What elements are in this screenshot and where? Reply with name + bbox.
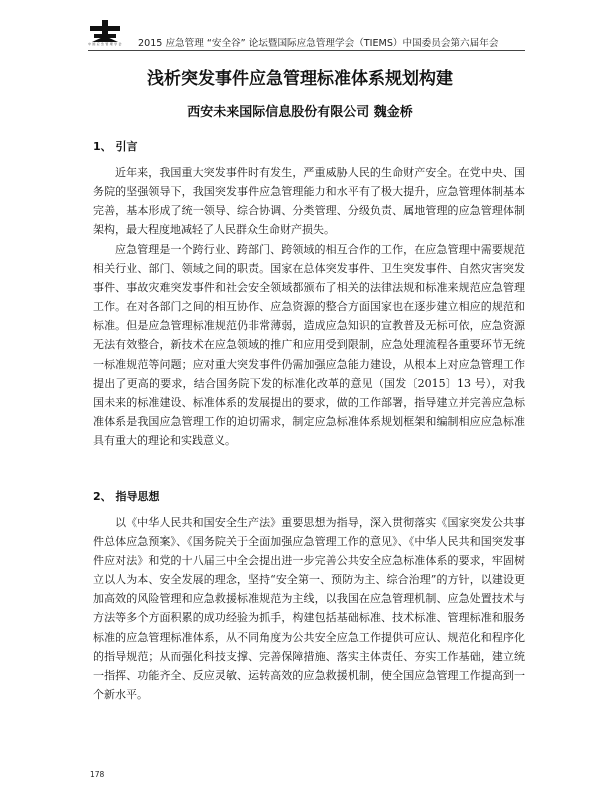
page-number: 178	[90, 770, 105, 779]
running-title: 2015 应急管理 “安全谷” 论坛暨国际应急管理学会（TIEMS）中国委员会第六届年会	[138, 38, 499, 49]
section-heading-guiding-ideology: 2、 指导思想	[93, 490, 160, 503]
paragraph: 以《中华人民共和国安全生产法》重要思想为指导，深入贯彻落实《国家突发公共事件总体应急预案》、《国务院关于全面加强应急管理工作的意见》、《中华人民共和国突发事件应对法》和党的十八届三中全会提出进一步完善公共安全应急标准体系的要求，牢固树立以人为本、安全发展的理念，坚持“安全第一、预防为主、综合治理”的方针，以建设更加高效的风险管理和应急救援标准规范为主线，以我国在应急管理机制、应急处置技术与方法等多个方面积累的成功经验为抓手，构建包括基础标准、技术标准、管理标准和服务标准的应急管理标准体系，从不同角度为公共安全应急工作提供可应认、规范化和程序化的指导规范；从而强化科技支撑、完善保障措施、落实主体责任、夯实工作基础，建立统一指挥、功能齐全、反应灵敏、运转高效的应急救援机制，使全国应急管理工作提高到一个新水平。	[93, 516, 525, 701]
running-header	[88, 20, 528, 49]
paper-title: 浅析突发事件应急管理标准体系规划构建	[147, 69, 453, 89]
society-logo-icon	[88, 20, 122, 44]
author-line: 西安未来国际信息股份有限公司 魏金桥	[187, 105, 413, 120]
logo-caption: 中 国 应 急 管 理 学 会	[88, 42, 122, 46]
paragraph: 应急管理是一个跨行业、跨部门、跨领域的相互合作的工作，在应急管理中需要规范相关行业、部门、领域之间的职责。国家在总体突发事件、卫生突发事件、自然灾害突发事件、事故灾难突发事件和社会安全领域都颁布了相关的法律法规和标准来规范应急管理工作。在对各部门之间的相互协作、应急资源的整合方面国家也在逐步建立相应的规范和标准。但是应急管理标准规范仍非常薄弱，造成应急知识的宣教普及无标可依，应急资源无法有效整合，新技术在应急领域的推广和应用受到限制，应急处理流程各重要环节无统一标准规范等问题；应对重大突发事件仍需加强应急能力建设，从根本上对应急管理工作提出了更高的要求，结合国务院下发的标准化改革的意见（国发〔2015〕13 号），对我国未来的标准建设、标准体系的发展提出的要求，做的工作部署，指导建立并完善应急标准体系是我国应急管理工作的迫切需求，制定应急标准体系规划框架和编制相应应急标准具有重大的理论和实践意义。	[93, 243, 525, 447]
paragraph: 近年来，我国重大突发事件时有发生，严重威胁人民的生命财产安全。在党中央、国务院的坚强领导下，我国突发事件应急管理能力和水平有了极大提升，应急管理体制基本完善，基本形成了统一领导、综合协调、分类管理、分级负责、属地管理的应急管理体制架构，最大程度地减轻了人民群众生命财产损失。	[93, 166, 525, 237]
section-heading-introduction: 1、 引言	[93, 140, 138, 153]
header-divider	[88, 50, 525, 51]
